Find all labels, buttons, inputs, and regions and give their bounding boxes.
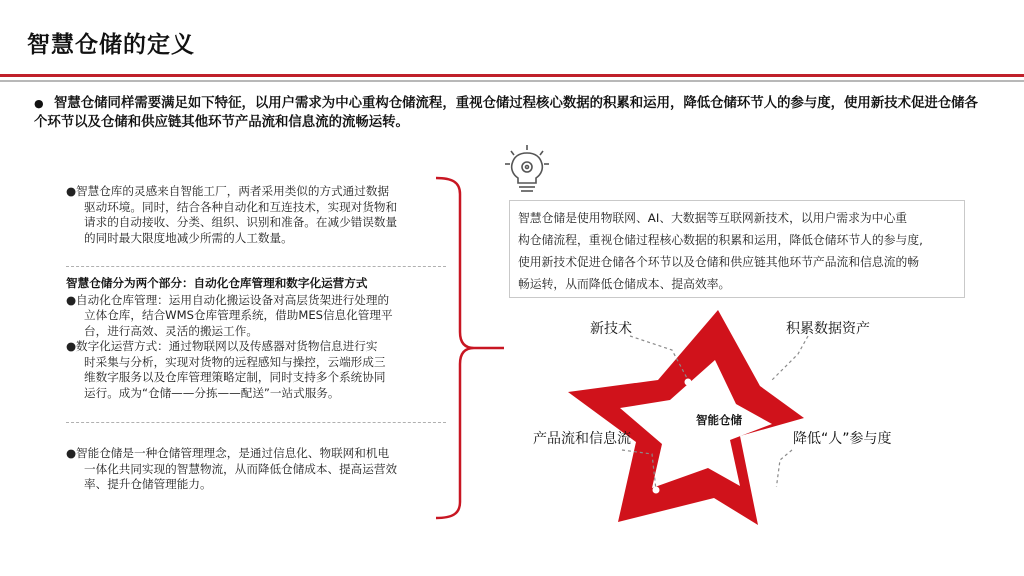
block-first-line: 智能仓储是一种仓储管理理念，是通过信息化、物联网和机电 — [76, 446, 390, 460]
star-label-new-tech: 新技术 — [590, 321, 632, 337]
star-label-reduce-human: 降低“人”参与度 — [793, 431, 892, 447]
left-block-concept — [66, 446, 440, 493]
connector-dot — [765, 381, 772, 388]
title-divider-gray — [0, 80, 1024, 82]
definition-box — [509, 200, 965, 298]
right-brace-icon — [430, 176, 510, 522]
left-block-inspiration — [66, 184, 440, 246]
definition-line: 使用新技术促进仓储各个环节以及仓储和供应链其他环节产品流和信息流的畅 — [518, 255, 920, 269]
page-title: 智慧仓储的定义 — [27, 32, 195, 58]
bullet: ● — [66, 184, 77, 198]
block-line: 请求的自动接收、分类、组织、识别和准备。在减少错误数量 — [84, 215, 398, 229]
item-line: 时采集与分析，实现对货物的远程感知与操控，云端形成三 — [84, 354, 386, 369]
item-first-line: 数字化运营方式：通过物联网以及传感器对货物信息进行实 — [76, 339, 378, 353]
star-diagram — [540, 300, 820, 534]
bullet: ● — [66, 292, 77, 307]
dashed-separator — [66, 422, 446, 423]
block-first-line: 智慧仓库的灵感来自智能工厂，两者采用类似的方式通过数据 — [76, 184, 390, 198]
intro-paragraph — [34, 94, 984, 132]
lightbulb-gear-icon — [502, 144, 552, 196]
item-line: 立体仓库，结合WMS仓库管理系统，借助MES信息化管理平 — [84, 308, 393, 322]
left-block-two-parts — [66, 276, 440, 401]
star-center-label: 智能仓储 — [696, 413, 742, 427]
item-line: 运行。成为“仓储——分拣——配送”一站式服务。 — [84, 385, 340, 400]
block-line: 的同时最大限度地减少所需的人工数量。 — [84, 230, 293, 245]
item-line: 台，进行高效、灵活的搬运工作。 — [84, 323, 258, 338]
block-line: 一体化共同实现的智慧物流，从而降低仓储成本、提高运营效 — [84, 461, 398, 476]
star-label-product-info-flow: 产品流和信息流 — [533, 431, 631, 447]
item-line: 维数字服务以及仓库管理策略定制，同时支持多个系统协同 — [84, 370, 386, 384]
definition-line: 构仓储流程，重视仓储过程核心数据的积累和运用，降低仓储环节人的参与度, — [518, 233, 923, 247]
star-label-data-assets: 积累数据资产 — [786, 321, 870, 337]
block-line: 驱动环境。同时，结合各种自动化和互连技术，实现对货物和 — [84, 199, 398, 214]
connector-dot — [653, 487, 660, 494]
connector-dot — [685, 379, 692, 386]
leader-line — [768, 336, 808, 384]
bullet: ● — [66, 339, 77, 353]
intro-text: 智慧仓储同样需要满足如下特征，以用户需求为中心重构仓储流程，重视仓储过程核心数据的积累和运用，降低仓储环节人的参与度，使用新技术促进仓储各个环节以及仓储和供应链其他环节产品流和信息流的流畅运转。 — [34, 96, 978, 130]
title-divider-red — [0, 74, 1024, 77]
bullet: ● — [66, 446, 77, 460]
intro-bullet: ● — [34, 97, 44, 110]
connector-dot — [773, 487, 780, 494]
item-first-line: 自动化仓库管理：运用自动化搬运设备对高层货架进行处理的 — [76, 292, 390, 307]
block-line: 率、提升仓储管理能力。 — [84, 477, 212, 491]
dashed-separator — [66, 266, 446, 267]
leader-line — [776, 450, 792, 490]
definition-line: 智慧仓储是使用物联网、AI、大数据等互联网新技术，以用户需求为中心重 — [518, 211, 908, 225]
definition-line: 畅运转，从而降低仓储成本、提高效率。 — [518, 277, 731, 291]
section-heading: 智慧仓储分为两个部分：自动化仓库管理和数字化运营方式 — [66, 276, 368, 290]
